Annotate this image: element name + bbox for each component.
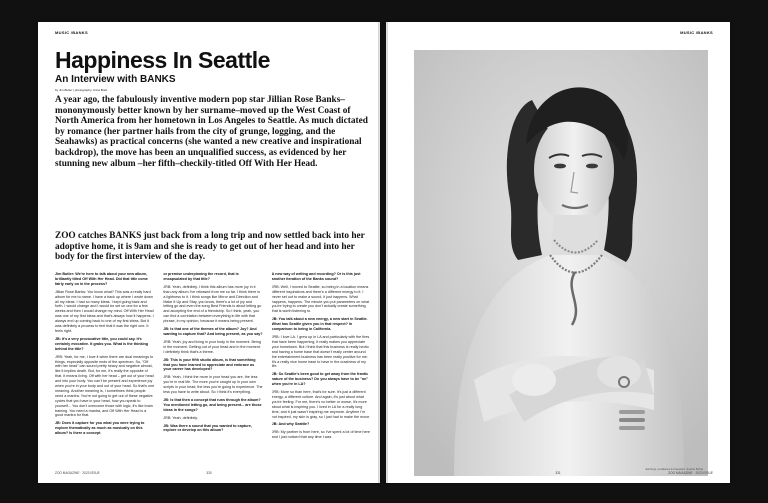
interview-question: or premise underpinning the record, that is encapsulated by that title?	[163, 272, 239, 281]
page-number: 330	[206, 471, 212, 475]
interview-question: JB: Is that then a concept that runs through the album? You mentioned letting go, and being present... are those ideas in the songs?	[163, 397, 262, 412]
photo-credit: Earrings, necklaces & bracelets: Sophie Buhai	[645, 467, 703, 471]
interview-question: JB: So Seattle's been good to get away from the frantic nature of the business? Do you always have to be "on" when you're in LA?	[271, 372, 369, 387]
interview-answer: JRB: Well, I moved to Seattle, so being in a location means different inspirations and there's a different energy to it. I never set out to make a sound, it just happens. What happens, happens. The minute you put parameters on what you're trying to create you don't actually create something that is worth listening to.	[271, 284, 370, 314]
right-page	[386, 22, 730, 483]
interview-answer: JRB: More so than here, that's for sure. It's just a different energy, a different culture. And again, it's just about what you're feeling. For me, there's no better or worse, it's more about what is inspiring you. I lived in LA for a really long time, and it just wasn't inspiring me anymore. Anytime I'm not inspired, my skin is gray, so I just had to make the move.	[271, 390, 371, 419]
lead-paragraph: A year ago, the fabulously inventive modern pop star Jillian Rose Banks–mononymously better known by her surname–moved up the West Coast of North America from her hometown in Los Angeles to Seattle. As much dictated by romance (her partner hails from the city of grunge, logging, and the Seahawks) as practical concerns (she wanted a new creative and inspirational backdrop), the move has been an unqualified success, as evidenced by her stunning new album –her fifth–checkily-titled Off With Her Head.	[55, 95, 368, 169]
interview-question: JB: Is that one of the themes of the album? Joy? And wanting to capture that? And being present, as you say?	[163, 327, 263, 336]
interview-question: JB: This is your fifth studio album, is that something that you have learned to appreciate and embrace as your career has developed?	[163, 357, 256, 372]
intro-paragraph: ZOO catches BANKS just back from a long trip and now settled back into her adoptive home, it is 9am and she is ready to get out of her head and into her body for the first interview of the day.	[55, 231, 365, 263]
body-columns	[55, 272, 371, 462]
body-column-2	[163, 272, 262, 462]
interview-question: JB: Does it capture for you what you were trying to explore thematically as much as musically on this album? Is there a concept	[55, 421, 145, 436]
interview-question: Jim Butler: We're here to talk about your new album, brilliantly titled Off With Her Head. Did that title come fairly early on in the process?	[55, 272, 148, 286]
section-label: MUSIC /BANKS	[55, 30, 88, 35]
interview-answer: JRB: I love LA. I grew up in LA and particularly with the fires that have been happening, it really makes you appreciate your hometown. But I think that this business is really hectic and having a home base that doesn't really center around the entertainment business has been really positive for me. It's a really nice home base to have in the craziness of my life.	[271, 334, 370, 369]
interview-question: JB: And why Seattle?	[271, 422, 310, 427]
body-column-1	[55, 272, 154, 462]
footer-magazine: ZOO MAGAZINE · 2023 ISSUE	[668, 471, 713, 475]
left-page	[38, 22, 380, 483]
interview-answer: Jillian Rose Banks: You know what? This was a really hard album for me to name. I have a back up where I wrote down all my ideas. I had so many ideas. I kept going back and forth. I would change and I would be set on one for a few weeks and then I would change my mind. Off With Her Head was one of my first ideas and that's always how it happens. I always end up coming back to one of my first ideas. But it was definitely a process to feel that it was the right one. It feels right.	[55, 289, 154, 333]
interview-answer: JRB: Yeah, joy and living in your body in the moment. Being in the moment. Getting out of your head and in the moment. I definitely think that's a theme.	[163, 339, 261, 354]
interview-question: A new way of writing and recording? Or is this just another iteration of the Banks sound?	[271, 272, 361, 281]
interview-question: JB: It's a very provocative title, you could say. It's certainly evocative. It grabs you. What is the thinking behind the title?	[55, 336, 149, 351]
interview-answer: JRB: Yeah, I think the more in your head you are, the less you're in real life. The more you're caught up in your own scripts in your head, the less you're going to experience. The less you have to write about. So I think it's everything.	[163, 375, 263, 395]
article-subtitle: An Interview with BANKS	[55, 74, 176, 85]
article-credits: by Jim Butler | photography: Anna Brett	[55, 88, 108, 92]
article-title: Happiness In Seattle	[55, 47, 270, 73]
interview-answer: JRB: Yeah, definitely. I think this album has more joy in it than any album I've released from me so far. I think there is a lightness to it. I think songs like Mirror and Direction and Make It Up and Stay, you know, there's a lot of joy and letting go and even the song Best Friends is about letting go and accepting the end of a friendship. So I think, yeah, you can find a correlation between everything in life with that phrase, in my opinion, because it means being present.	[163, 284, 262, 324]
interview-answer: JRB: My partner is from here, so I've spent a lot of time here and I just noticed that any time I was	[271, 430, 370, 440]
interview-question: JB: Was there a sound that you wanted to capture, explore or develop on this album?	[163, 423, 252, 433]
portrait-illustration	[414, 50, 708, 476]
footer-magazine: ZOO MAGAZINE · 2023 ISSUE	[55, 471, 100, 475]
interview-answer: JRB: Yeah, definitely.	[163, 415, 198, 420]
portrait-photo	[414, 50, 708, 476]
interview-question: JB: You talk about a new energy, a new start in Seattle. What has Seattle given you in that respect? In comparison to being in California.	[271, 317, 368, 332]
section-label: MUSIC /BANKS	[680, 30, 713, 35]
page-number: 331	[555, 471, 561, 475]
interview-answer: JRB: Yeah, for me, I love it when there are dual meanings to things, especially opposite ends of the spectrum. So, "Off with her head" can sound pretty heavy and negative almost, like it implies death. But, for me, it's really the opposite of that. It means living. Off with her head – get out of your head and into your body. You can't be present and experience joy when you're in your body and out of your head. So that's one meaning. Another meaning is, I sometimes think people need a mantra. You're not going to get out of these negative cycles that you have in your head, how you speak to yourself... You don't overcome those with logic, it's like brain training. You need a mantra, and Off With Her Head is a good mantra for that.	[55, 354, 155, 418]
body-column-3	[272, 272, 371, 462]
